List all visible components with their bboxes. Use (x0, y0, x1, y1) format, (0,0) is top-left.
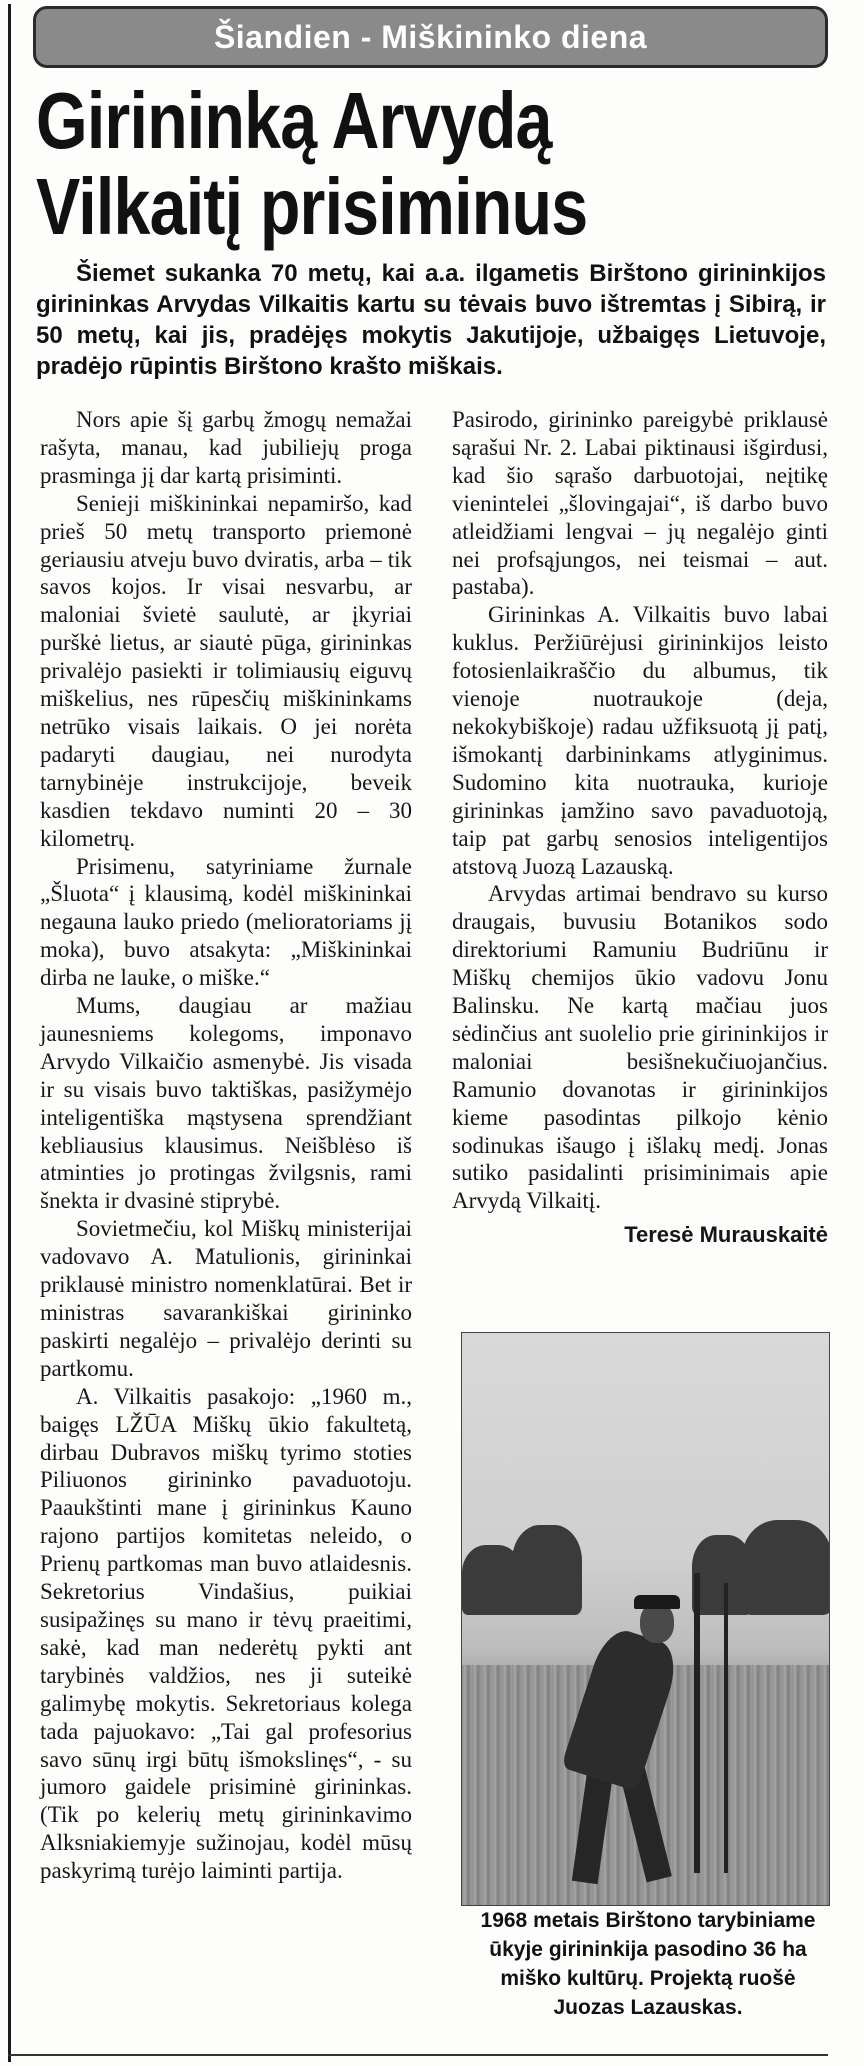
article-lead: Šiemet sukanka 70 metų, kai a.a. ilgametis Birštono girininkijos girininkas Arvydas Vilkaitis kartu su tėvais buvo ištremtas į Sibirą, ir 50 metų, kai jis, pradėjęs mokytis Jakutijoje, užbaigęs Lietuvoje, pradėjo rūpintis Birštono krašto miškais. (36, 260, 826, 380)
author-byline: Teresė Murauskaitė (624, 1222, 828, 1248)
surveying-pole (724, 1583, 728, 1873)
body-column-2 (452, 406, 828, 1249)
paragraph: Sovietmečiu, kol Miškų ministerijai vadovavo A. Matulionis, girininkai priklausė ministro nomenklatūrai. Bet ir ministras savarankiškai girininko paskirti negalėjo – privalėjo derinti su partkomu. (40, 1216, 412, 1381)
article-photo (461, 1332, 830, 1906)
photo-caption: 1968 metais Birštono tarybiniame ūkyje girininkija pasodino 36 ha miško kultūrų. Projektą ruošė Juozas Lazauskas. (480, 1909, 816, 2019)
bottom-rule (8, 2054, 828, 2056)
person-cap (634, 1595, 680, 1609)
paragraph: Girininkas A. Vilkaitis buvo labai kuklus. Peržiūrėjusi girininkijos leisto fotosienlaikraščio du albumus, tik vienoje nuotraukoje (deja, nekokybiškoje) radau užfiksuotą jį patį, išmokantį darbininkams atlyginimus. Sudomino kita nuotrauka, kurioje girininkas įamžino savo pavaduotoją, taip pat garbų senosios inteligentijos atstovą Juozą Lazauską. (452, 602, 828, 879)
paragraph: Mums, daugiau ar mažiau jaunesniems kolegoms, imponavo Arvydo Vilkaičio asmenybė. Jis visada ir su visais buvo taktiškas, pasižymėjo inteligentiška mąstysena sprendžiant kebliausius klausimus. Neišblėso iš atminties jo protingas žvilgsnis, rami šnekta ir dvasinė stiprybė. (40, 993, 412, 1214)
paragraph: A. Vilkaitis pasakojo: „1960 m., baigęs LŽŪA Miškų ūkio fakultetą, dirbau Dubravos miškų tyrimo stoties Piliuonos girininko pavaduotoju. Paaukštinti mane į girininkus Kauno rajono partijos komitetas neleido, o Prienų partkomas man buvo atlaidesnis. Sekretorius Vindašius, puikiai susipažinęs su mano ir tėvų praeitimi, sakė, kad man nederėtų pykti ant tarybinės valdžios, nes ji suteikė galimybę mokytis. Sekretoriaus kolega tada pajuokavo: „Tai gal profesorius savo sūnų irgi būtų išmokslinęs“, - su jumoro gaidele prisiminė girininkas. (Tik po kelerių metų girininkavimo Alksniakiemyje sužinojau, kodėl mūsų paskyrimą turėjo laiminti partija. (40, 1383, 412, 1884)
body-column-1 (40, 406, 412, 1885)
kicker-text: Šiandien - Miškininko diena (213, 19, 648, 55)
paragraph: Senieji miškininkai nepamiršo, kad prieš 50 metų transporto priemonė geriausiu atveju buvo dviratis, arba – tik savos kojos. Ir visai nesvarbu, ar maloniai švietė saulutė, ar įkyriai purškė lietus, ar siautė pūga, girininkas privalėjo pasiekti ir tolimiausių eiguvų miškelius, nes rūpesčių miškininkams netrūko visais laikais. O jei norėta padaryti daugiau, nei nurodyta tarnybinėje instrukcijoje, beveik kasdien tekdavo numinti 20 – 30 kilometrų. (40, 490, 412, 851)
headline-line-2: Vilkaitį prisiminus (36, 162, 588, 251)
kicker-banner (33, 6, 828, 68)
paragraph: Pasirodo, girininko pareigybė priklausė sąrašui Nr. 2. Labai piktinausi išgirdusi, kad šio sąrašo darbuotojai, neįtikę vienintelei „šlovingajai“, iš darbo buvo atleidžiami lengvai – jų negalėjo ginti nei profsąjungos, nei teismai – aut. pastaba). (452, 407, 828, 600)
tree-line-shape (512, 1525, 582, 1615)
left-border-rule (8, 4, 11, 2062)
paragraph: Prisimenu, satyriniame žurnale „Šluota“ į klausimą, kodėl miškininkai negauna lauko priedo (melioratoriams jį moka), buvo atsakyta: „Miškininkai dirba ne lauke, o miške.“ (40, 853, 412, 991)
paragraph: Nors apie šį garbų žmogų nemažai rašyta, manau, kad jubiliejų proga prasminga jį dar kartą prisiminti. (40, 407, 412, 488)
paragraph: Arvydas artimai bendravo su kurso draugais, buvusiu Botanikos sodo direktoriumi Ramuniu Budriūnu ir Miškų chemijos ūkio vadovu Jonu Balinsku. Ne kartą mačiau juos sėdinčius ant suolelio prie girininkijos ir maloniai besišnekučiuojančius. Ramunio dovanotas ir girininkijos kieme pasodintas pilkojo kėnio sodinukas išaugo į išlakų medį. Jonas sutiko pasidalinti prisiminimais apie Arvydą Vilkaitį. (452, 881, 828, 1214)
surveying-pole (694, 1573, 700, 1873)
article-headline (36, 78, 692, 250)
person-head (640, 1603, 674, 1643)
headline-line-1: Girininką Arvydą (36, 76, 552, 165)
tree-line-shape (742, 1520, 830, 1615)
